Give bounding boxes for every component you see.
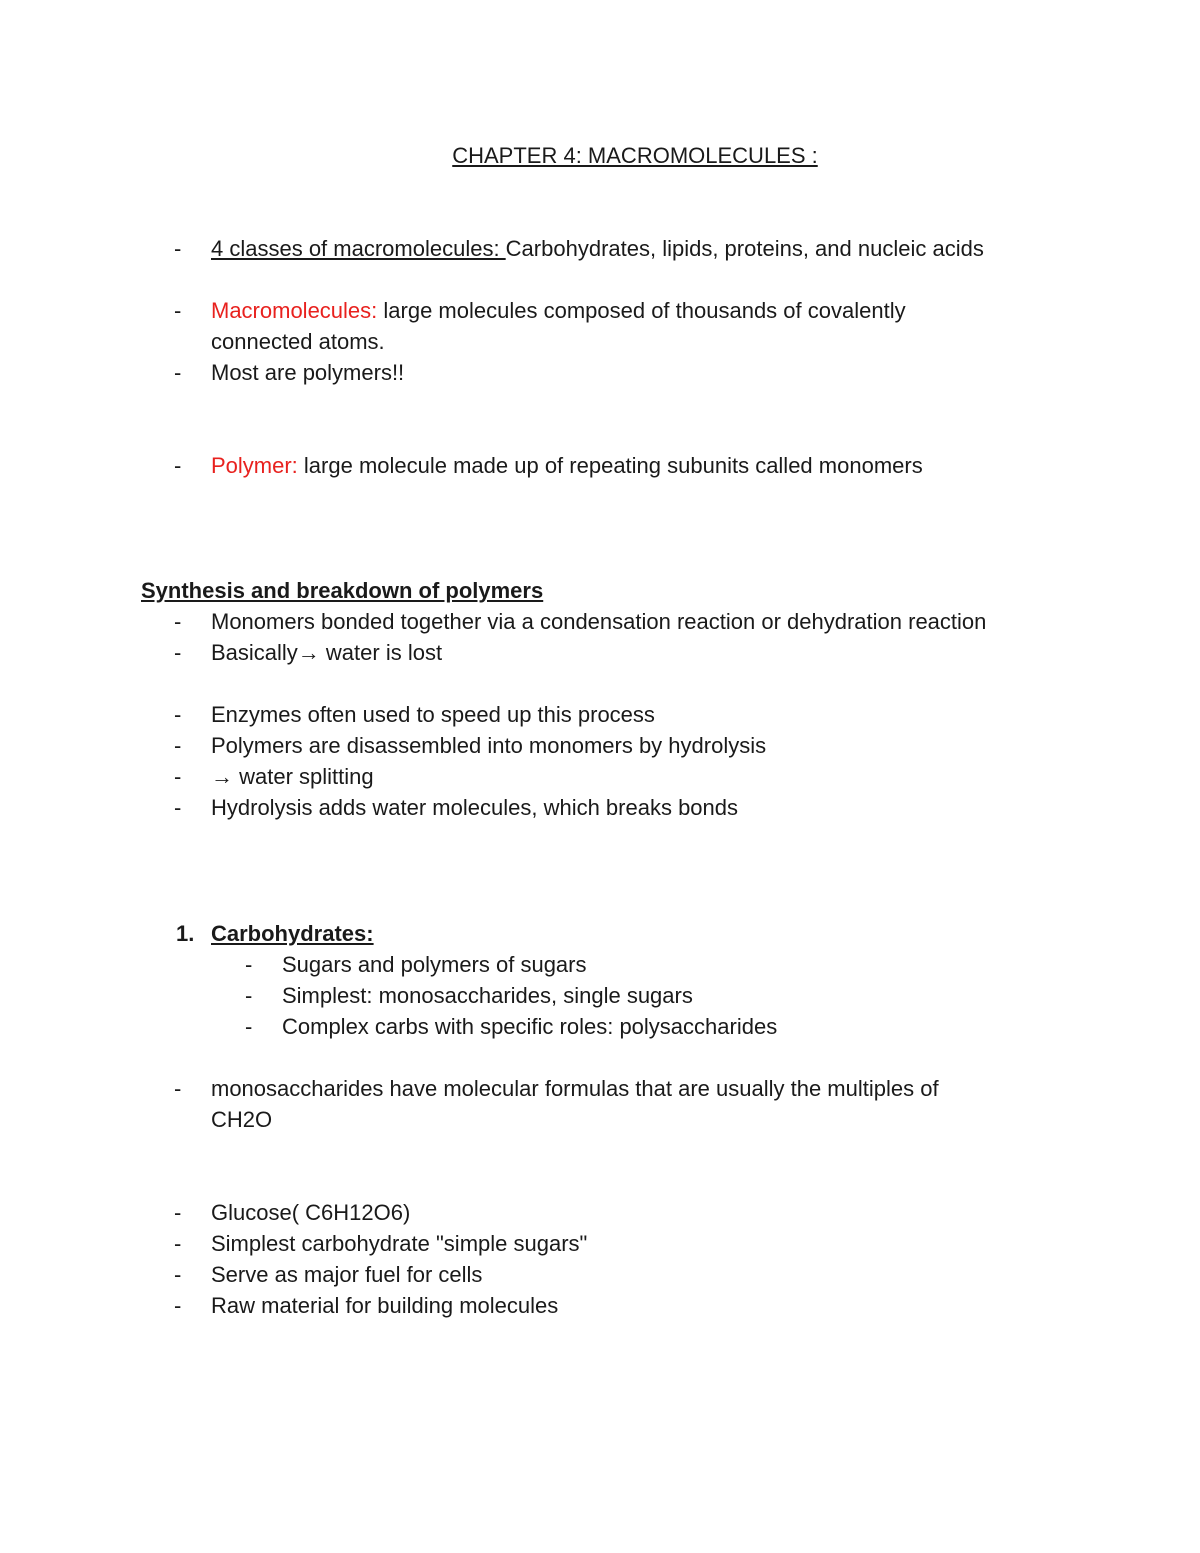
macromolecules-term: Macromolecules: [211,298,378,323]
bullet-dash: - [174,764,182,789]
bullet-dash: - [174,1200,182,1225]
bullet-dash: - [174,733,182,758]
heading-carbohydrates: Carbohydrates: [211,921,374,946]
bullet-dash: - [174,795,182,820]
bullet-dash: - [174,1262,182,1287]
polymer-term: Polymer: [211,453,298,478]
polymer-text: large molecule made up of repeating subunits called monomers [297,453,923,478]
section-heading-synthesis: Synthesis and breakdown of polymers [141,578,544,603]
bullet-dash: - [245,1014,253,1039]
bullet-dash: - [174,1293,182,1318]
bullet-dash: - [174,702,182,727]
heading-number: 1. [176,921,195,946]
bullet-dash: - [245,952,253,977]
page-title: CHAPTER 4: MACROMOLECULES : [452,143,818,168]
bullet-dash: - [245,983,253,1008]
bullet-dash: - [174,1076,182,1101]
macromolecules-text-cont: connected atoms. [211,329,385,354]
classes-text: Carbohydrates, lipids, proteins, and nucleic acids [505,236,984,261]
bullet-dash: - [174,236,182,261]
bullet-dash: - [174,640,182,665]
bullet-dash: - [174,1231,182,1256]
bullet-dash: - [174,360,182,385]
bullet-dash: - [174,609,182,634]
bullet-dash: - [174,453,182,478]
macromolecules-text: large molecules composed of thousands of covalently [377,298,906,323]
polymers-note: Most are polymers!! [211,360,405,385]
classes-term: 4 classes of macromolecules: [211,236,506,261]
bullet-dash: - [174,298,182,323]
